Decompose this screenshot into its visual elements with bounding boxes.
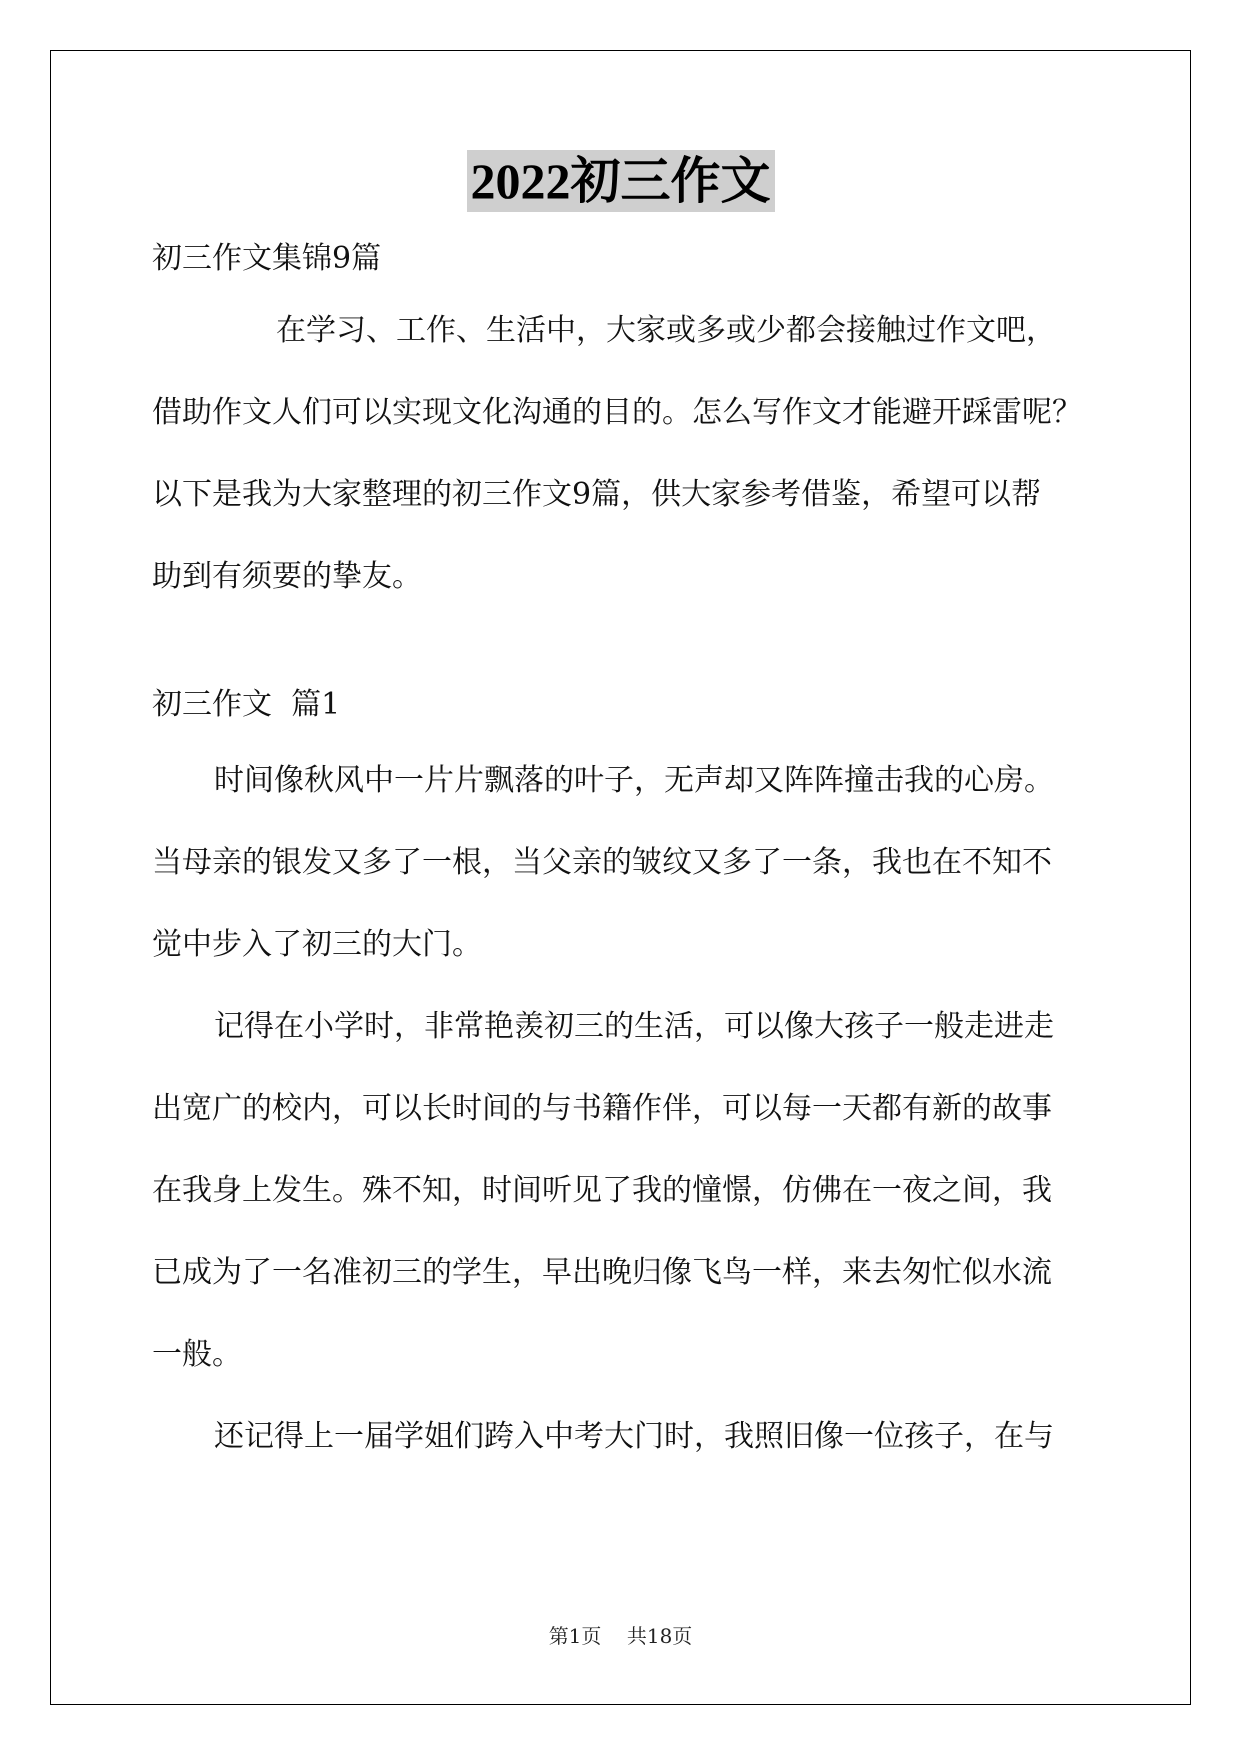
paragraph-line: 出宽广的校内，可以长时间的与书籍作伴，可以每一天都有新的故事 <box>152 1091 1052 1126</box>
section-heading-block <box>152 664 1092 746</box>
paragraph-line: 记得在小学时，非常艳羡初三的生活，可以像大孩子一般走进走 <box>214 1009 1054 1044</box>
subtitle-block <box>152 218 1092 300</box>
paragraph-line: 一般。 <box>152 1337 242 1372</box>
intro-line: 在学习、工作、生活中，大家或多或少都会接触过作文吧， <box>276 313 1056 348</box>
intro-paragraph <box>152 290 1092 618</box>
paragraph-2 <box>152 986 1092 1396</box>
section-heading: 初三作文 篇1 <box>152 687 341 722</box>
paragraph-line: 在我身上发生。殊不知，时间听见了我的憧憬，仿佛在一夜之间，我 <box>152 1173 1052 1208</box>
paragraph-3 <box>152 1396 1092 1478</box>
intro-line: 以下是我为大家整理的初三作文9篇，供大家参考借鉴，希望可以帮 <box>152 477 1042 512</box>
title-container <box>0 150 1241 212</box>
paragraph-line: 还记得上一届学姐们跨入中考大门时，我照旧像一位孩子，在与 <box>214 1419 1054 1454</box>
intro-line: 借助作文人们可以实现文化沟通的目的。怎么写作文才能避开踩雷呢？ <box>152 395 1082 430</box>
document-subtitle: 初三作文集锦9篇 <box>152 241 382 276</box>
document-title: 2022初三作文 <box>467 150 775 212</box>
page-footer: 第1页 共18页 <box>548 1624 693 1648</box>
paragraph-line: 时间像秋风中一片片飘落的叶子，无声却又阵阵撞击我的心房。 <box>214 763 1054 798</box>
paragraph-line: 觉中步入了初三的大门。 <box>152 927 482 962</box>
paragraph-1 <box>152 740 1092 986</box>
intro-line: 助到有须要的挚友。 <box>152 559 422 594</box>
paragraph-line: 当母亲的银发又多了一根，当父亲的皱纹又多了一条，我也在不知不 <box>152 845 1052 880</box>
paragraph-line: 已成为了一名准初三的学生，早出晚归像飞鸟一样，来去匆忙似水流 <box>152 1255 1052 1290</box>
